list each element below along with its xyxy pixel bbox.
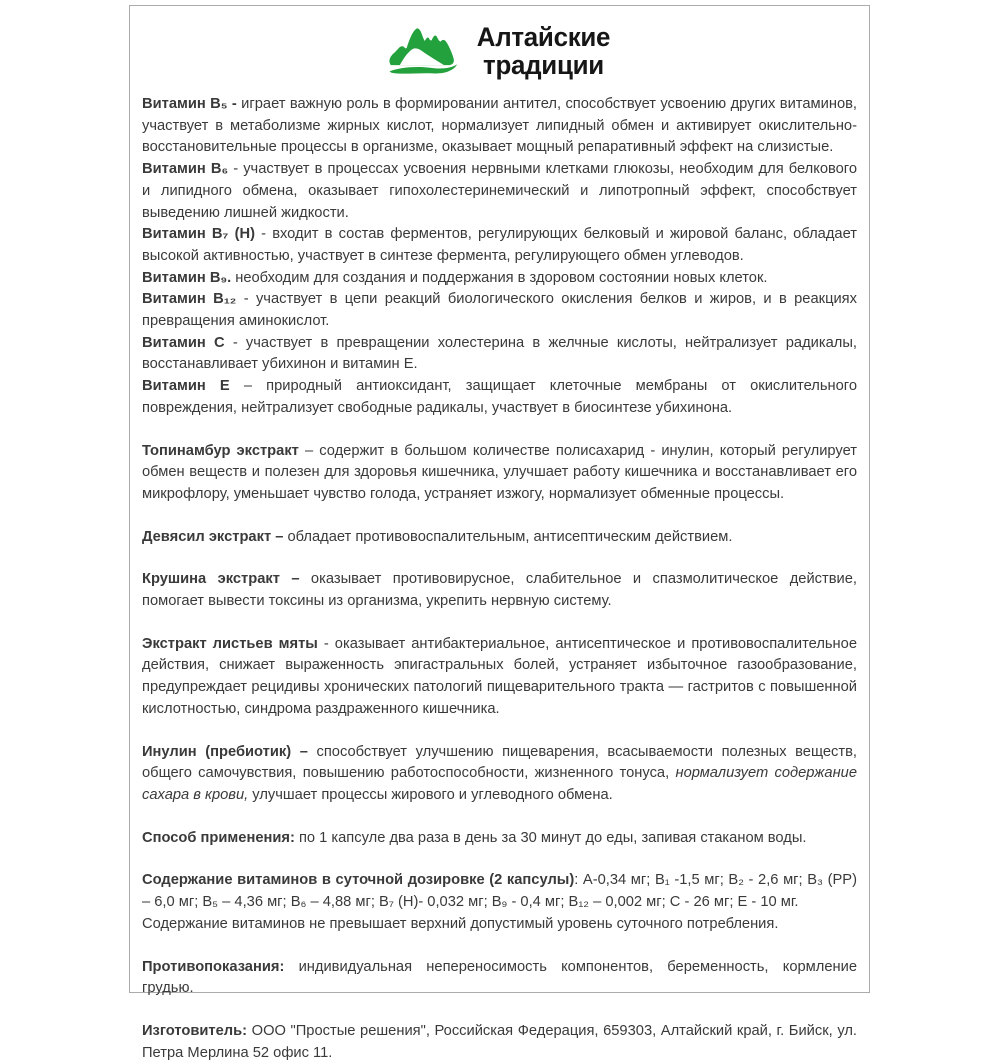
paragraph-vitamin-b9 bbox=[142, 268, 857, 290]
paragraph-lead: Витамин Е bbox=[142, 378, 230, 395]
paragraph-text: : А-0,34 мг; В₁ -1,5 мг; В₂ - 2,6 мг; В₃ (РР) – 6,0 мг; В₅ – 4,36 мг; В₆ – 4,88 мг; В₇ (Н)- 0,032 мг; В₉ - 0,4 мг; В₁₂ – 0,002 мг; С - 26 мг; Е - 10 мг. bbox=[142, 872, 857, 911]
brand-name-line1: Алтайские bbox=[476, 22, 611, 53]
paragraph-lead: Витамин В₉. bbox=[142, 269, 232, 286]
paragraph-text: индивидуальная непереносимость компонентов, беременность, кормление грудью. bbox=[142, 958, 857, 997]
paragraph-text: обладает противовоспалительным, антисептическим действием. bbox=[283, 528, 733, 545]
paragraph-text: – содержит в большом количестве полисахарид - инулин, который регулирует обмен веществ и полезен для здоровья кишечника, улучшает работу кишечника и восстанавливает его микрофлору, уменьшает чувство голода, устраняет изжогу, нормализует обменные процессы. bbox=[142, 442, 857, 502]
paragraph-lead: Противопоказания: bbox=[142, 958, 285, 975]
paragraph-lead: Девясил экстракт – bbox=[142, 528, 284, 545]
paragraph-mint-extract bbox=[142, 634, 857, 721]
paragraph-devyasil bbox=[142, 527, 857, 549]
paragraph-text: играет важную роль в формировании антител, способствует усвоению других витаминов, участвует в метаболизме жирных кислот, нормализует липидный обмен и активирует окислительно-восстановительные процессы в организме, оказывает мощный репаративный эффект на слизистые. bbox=[142, 96, 857, 156]
paragraph-vitamin-c bbox=[142, 333, 857, 376]
mountains-icon bbox=[386, 17, 462, 87]
paragraph-lead: Изготовитель: bbox=[142, 1022, 248, 1039]
brand-logo bbox=[142, 14, 857, 90]
paragraph-text: Содержание витаминов не превышает верхний допустимый уровень суточного потребления. bbox=[142, 915, 779, 932]
paragraph-vitamin-content bbox=[142, 870, 857, 913]
paragraph-lead: Витамин В₇ (Н) bbox=[142, 226, 255, 243]
paragraph-text: - участвует в процессах усвоения нервными клетками глюкозы, необходим для белкового и липидного обмена, оказывает гипохолестеринемический и липотропный эффект, способствует выведению лишней жидкости. bbox=[142, 161, 858, 221]
paragraph-contraindications bbox=[142, 957, 857, 1000]
paragraph-text: - участвует в превращении холестерина в желчные кислоты, нейтрализует радикалы, восстанавливает убихинон и витамин Е. bbox=[142, 334, 857, 373]
brand-name-line2: традиции bbox=[483, 50, 604, 80]
paragraph-lead: Крушина экстракт – bbox=[142, 571, 300, 588]
paragraph-text: необходим для создания и поддержания в здоровом состоянии новых клеток. bbox=[231, 269, 768, 286]
paragraph-lead: Витамин В₁₂ bbox=[142, 291, 237, 308]
paragraph-topinambur bbox=[142, 441, 857, 506]
paragraph-inulin bbox=[142, 742, 857, 807]
paragraph-lead: Экстракт листьев мяты bbox=[142, 635, 318, 652]
paragraph-vitamin-b12 bbox=[142, 289, 857, 332]
document-body bbox=[142, 94, 857, 1064]
document-page bbox=[129, 5, 870, 1061]
paragraph-vitamin-limit bbox=[142, 914, 857, 936]
paragraph-vitamin-b7 bbox=[142, 224, 857, 267]
paragraph-krushina bbox=[142, 569, 857, 612]
paragraph-lead: Топинамбур экстракт bbox=[142, 442, 299, 459]
paragraph-text: - входит в состав ферментов, регулирующих белковый и жировой баланс, обладает высокой активностью, участвует в синтезе фермента, регулирующего обмен углеводов. bbox=[142, 226, 857, 264]
paragraph-text: оказывает противовирусное, слабительное и спазмолитическое действие, помогает вывести токсины из организма, укрепить нервную систему. bbox=[142, 571, 857, 610]
paragraph-lead: Способ применения: bbox=[142, 829, 295, 846]
paragraph-text: ООО "Простые решения", Российская Федерация, 659303, Алтайский край, г. Бийск, ул. Петра Мерлина 52 офис 11. bbox=[142, 1022, 857, 1061]
paragraph-vitamin-b5 bbox=[142, 94, 857, 159]
paragraph-text: – природный антиоксидант, защищает клеточные мембраны от окислительного повреждения, нейтрализует свободные радикалы, участвует в биосинтезе убихинона. bbox=[142, 378, 857, 416]
paragraph-lead: Содержание витаминов в суточной дозировке (2 капсулы) bbox=[142, 872, 575, 889]
paragraph-text: по 1 капсуле два раза в день за 30 минут до еды, запивая стаканом воды. bbox=[294, 829, 807, 846]
paragraph-vitamin-b6 bbox=[142, 159, 857, 224]
paragraph-text: - оказывает антибактериальное, антисептическое и противовоспалительное действия, снижает выраженность эпигастральных болей, устраняет избыточное газообразование, предупреждает рецидивы хронических патологий пищеварительного тракта — гастритов с повышенной кислотностью, синдрома раздраженного кишечника. bbox=[142, 635, 857, 717]
paragraph-manufacturer bbox=[142, 1021, 857, 1064]
paragraph-vitamin-e bbox=[142, 376, 857, 419]
paragraph-lead: Витамин С bbox=[142, 334, 225, 351]
paragraph-lead: Витамин В₅ - bbox=[142, 96, 242, 112]
paragraph-text: способствует улучшению пищеварения, всасываемости полезных веществ, общего самочувствия, повышению работоспособности, жизненного тонуса, bbox=[142, 743, 857, 782]
paragraph-text: - участвует в цепи реакций биологического окисления белков и жиров, и в реакциях превращения аминокислот. bbox=[142, 291, 857, 330]
paragraph-italic: нормализует содержание сахара в крови, bbox=[142, 765, 857, 803]
paragraph-lead: Инулин (пребиотик) – bbox=[142, 743, 308, 760]
brand-name bbox=[477, 24, 610, 79]
paragraph-usage bbox=[142, 828, 857, 850]
paragraph-lead: Витамин В₆ bbox=[142, 161, 229, 178]
paragraph-tail: улучшает процессы жирового и углеводного обмена. bbox=[248, 786, 613, 803]
